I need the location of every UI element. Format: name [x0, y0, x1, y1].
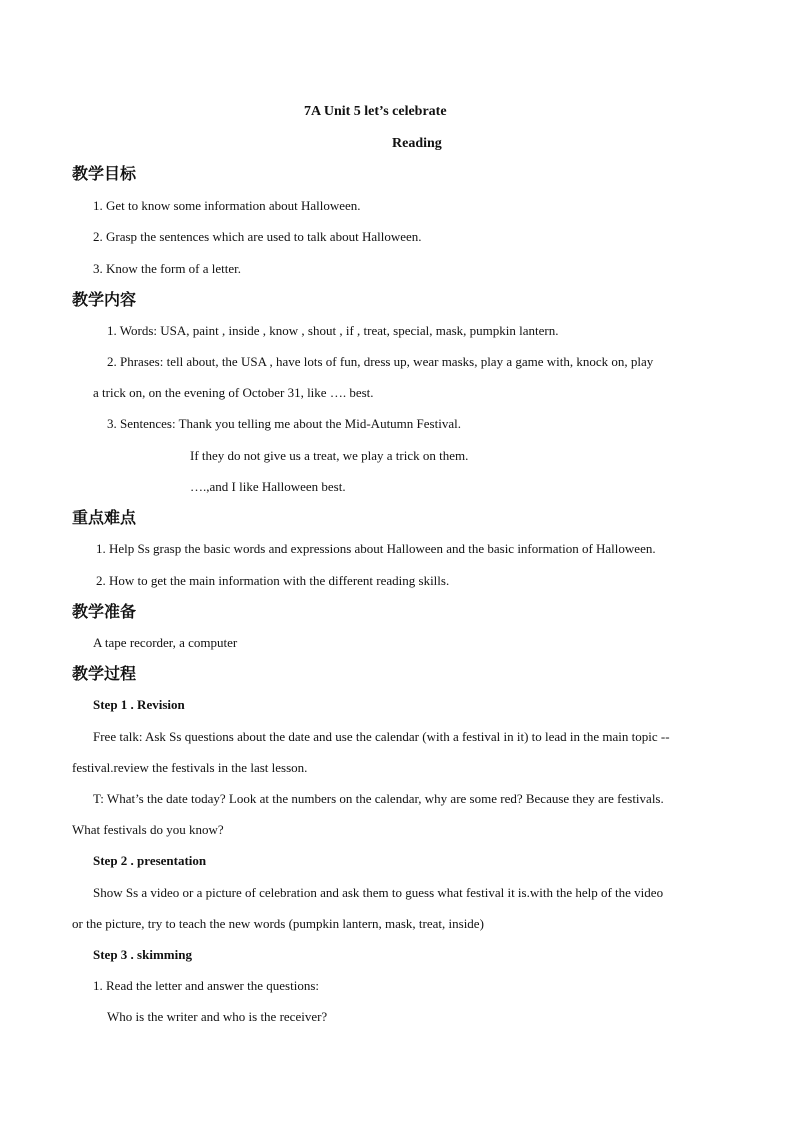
section-heading-key-points: 重点难点	[72, 508, 137, 527]
section-heading-preparation: 教学准备	[72, 602, 137, 621]
content-sentences: 3. Sentences: Thank you telling me about the Mid-Autumn Festival.	[107, 416, 461, 431]
step-1-text-2: T: What’s the date today? Look at the numbers on the calendar, why are some red? Because they are festivals.	[93, 791, 664, 806]
step-3-question: Who is the writer and who is the receiver?	[107, 1009, 328, 1024]
key-point-item: 2. How to get the main information with the different reading skills.	[96, 573, 450, 588]
step-1-text-2-cont: What festivals do you know?	[72, 822, 224, 837]
content-words: 1. Words: USA, paint , inside , know , shout , if , treat, special, mask, pumpkin lantern.	[107, 323, 559, 338]
section-heading-content: 教学内容	[72, 290, 137, 309]
step-1-text: Free talk: Ask Ss questions about the date and use the calendar (with a festival in it) to lead in the main topic --	[93, 729, 670, 744]
step-1-text-cont: festival.review the festivals in the last lesson.	[72, 760, 308, 775]
section-heading-goals: 教学目标	[72, 164, 137, 183]
section-heading-process: 教学过程	[72, 664, 137, 683]
content-phrases-cont: a trick on, on the evening of October 31, like …. best.	[93, 385, 374, 400]
step-3-text: 1. Read the letter and answer the questions:	[93, 978, 319, 993]
goal-item: 2. Grasp the sentences which are used to talk about Halloween.	[93, 229, 422, 244]
goal-item: 1. Get to know some information about Halloween.	[93, 198, 361, 213]
step-2-text-cont: or the picture, try to teach the new words (pumpkin lantern, mask, treat, inside)	[72, 916, 484, 931]
step-2-title: Step 2 . presentation	[93, 853, 207, 868]
key-point-item: 1. Help Ss grasp the basic words and expressions about Halloween and the basic information of Halloween.	[96, 541, 656, 556]
step-1-title: Step 1 . Revision	[93, 697, 185, 712]
document-title: 7A Unit 5 let’s celebrate	[304, 104, 447, 119]
goal-item: 3. Know the form of a letter.	[93, 261, 242, 276]
preparation-text: A tape recorder, a computer	[93, 635, 238, 650]
step-3-title: Step 3 . skimming	[93, 947, 192, 962]
content-sentence-2: If they do not give us a treat, we play a trick on them.	[190, 448, 469, 463]
step-2-text: Show Ss a video or a picture of celebration and ask them to guess what festival it is.with the help of the video	[93, 885, 664, 900]
document-subtitle: Reading	[392, 136, 442, 151]
content-phrases: 2. Phrases: tell about, the USA , have lots of fun, dress up, wear masks, play a game with, knock on, play	[107, 354, 654, 369]
content-sentence-3: ….,and I like Halloween best.	[190, 479, 346, 494]
